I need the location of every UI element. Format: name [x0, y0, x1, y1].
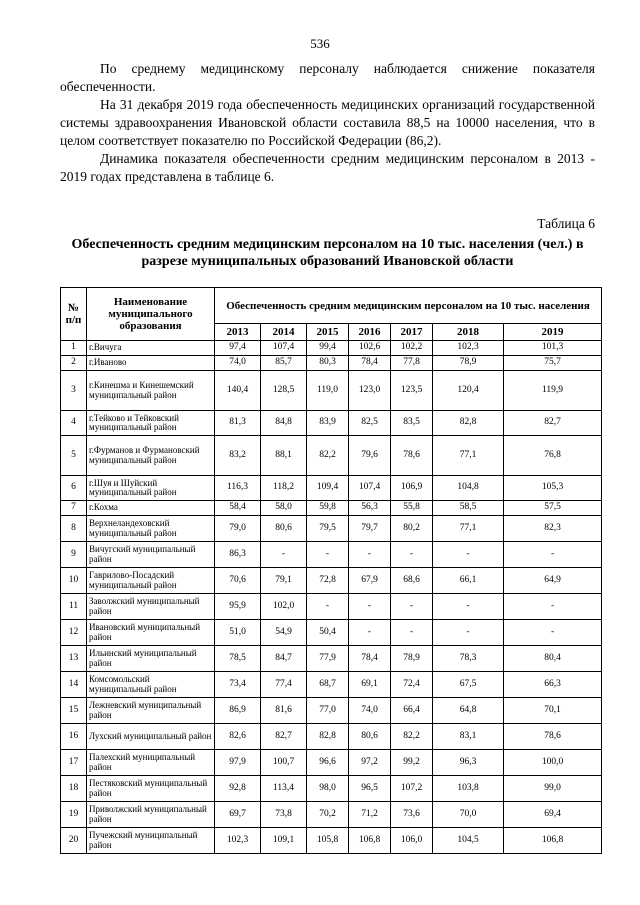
page-number: 536 — [310, 36, 330, 51]
value-cell: 113,4 — [261, 776, 307, 802]
header-name: Наименование муниципального образования — [87, 288, 215, 341]
body-text — [60, 60, 595, 186]
value-cell: 77,8 — [391, 356, 433, 371]
value-cell: 107,2 — [391, 776, 433, 802]
value-cell: 97,4 — [215, 341, 261, 356]
value-cell: 55,8 — [391, 501, 433, 516]
value-cell: 82,5 — [349, 411, 391, 436]
municipality-name: Ивановский муниципальный район — [87, 620, 215, 646]
value-cell: 123,0 — [349, 371, 391, 411]
value-cell: 70,2 — [307, 802, 349, 828]
value-cell: 104,8 — [433, 476, 504, 501]
row-number: 6 — [61, 476, 87, 501]
value-cell: - — [261, 542, 307, 568]
value-cell: 100,0 — [504, 750, 602, 776]
value-cell: 78,9 — [391, 646, 433, 672]
value-cell: - — [307, 542, 349, 568]
value-cell: 82,8 — [307, 724, 349, 750]
value-cell: - — [433, 542, 504, 568]
table-row — [61, 568, 602, 594]
municipality-name: Лежневский муниципальный район — [87, 698, 215, 724]
header-year: 2015 — [307, 324, 349, 341]
municipality-name: Комсомольский муниципальный район — [87, 672, 215, 698]
value-cell: 128,5 — [261, 371, 307, 411]
row-number: 19 — [61, 802, 87, 828]
value-cell: 66,1 — [433, 568, 504, 594]
value-cell: - — [391, 620, 433, 646]
header-group: Обеспеченность средним медицинским персоналом на 10 тыс. населения — [215, 288, 602, 324]
value-cell: 86,3 — [215, 542, 261, 568]
value-cell: 96,6 — [307, 750, 349, 776]
value-cell: 77,1 — [433, 436, 504, 476]
value-cell: 74,0 — [215, 356, 261, 371]
value-cell: 80,2 — [391, 516, 433, 542]
value-cell: 99,2 — [391, 750, 433, 776]
row-number: 20 — [61, 828, 87, 854]
value-cell: 119,0 — [307, 371, 349, 411]
header-year: 2018 — [433, 324, 504, 341]
value-cell: 102,3 — [215, 828, 261, 854]
value-cell: 109,1 — [261, 828, 307, 854]
value-cell: - — [504, 594, 602, 620]
value-cell: 69,1 — [349, 672, 391, 698]
table-title: Обеспеченность средним медицинским персоналом на 10 тыс. населения (чел.) в разрезе муниципальных образований Ивановской области — [71, 237, 584, 269]
municipality-name: Ильинский муниципальный район — [87, 646, 215, 672]
value-cell: - — [433, 594, 504, 620]
value-cell: 123,5 — [391, 371, 433, 411]
municipality-name: г.Тейково и Тейковский муниципальный район — [87, 411, 215, 436]
value-cell: - — [504, 542, 602, 568]
value-cell: 69,7 — [215, 802, 261, 828]
value-cell: 116,3 — [215, 476, 261, 501]
value-cell: 67,5 — [433, 672, 504, 698]
value-cell: 109,4 — [307, 476, 349, 501]
header-num: № п/п — [61, 288, 87, 341]
value-cell: - — [349, 542, 391, 568]
header-year: 2016 — [349, 324, 391, 341]
table-row — [61, 620, 602, 646]
value-cell: 86,9 — [215, 698, 261, 724]
paragraph-2: На 31 декабря 2019 года обеспеченность медицинских организаций государственной системы здравоохранения Ивановской области составила 88,5 на 10000 населения, что в целом соответствует показателю по Российской Федерации (86,2). — [60, 97, 595, 148]
header-year: 2014 — [261, 324, 307, 341]
value-cell: 59,8 — [307, 501, 349, 516]
municipality-name: г.Шуя и Шуйский муниципальный район — [87, 476, 215, 501]
value-cell: 102,0 — [261, 594, 307, 620]
value-cell: 77,0 — [307, 698, 349, 724]
value-cell: 73,8 — [261, 802, 307, 828]
row-number: 1 — [61, 341, 87, 356]
municipality-name: Палехский муниципальный район — [87, 750, 215, 776]
value-cell: 118,2 — [261, 476, 307, 501]
table-row — [61, 698, 602, 724]
value-cell: 107,4 — [261, 341, 307, 356]
value-cell: 82,2 — [307, 436, 349, 476]
value-cell: 64,9 — [504, 568, 602, 594]
header-year: 2017 — [391, 324, 433, 341]
value-cell: 83,5 — [391, 411, 433, 436]
header-year: 2019 — [504, 324, 602, 341]
table-row — [61, 371, 602, 411]
value-cell: 79,7 — [349, 516, 391, 542]
table-row — [61, 411, 602, 436]
table-row — [61, 672, 602, 698]
value-cell: 84,7 — [261, 646, 307, 672]
table-row — [61, 516, 602, 542]
value-cell: 95,9 — [215, 594, 261, 620]
value-cell: 73,4 — [215, 672, 261, 698]
value-cell: 79,0 — [215, 516, 261, 542]
value-cell: 78,6 — [504, 724, 602, 750]
value-cell: 79,1 — [261, 568, 307, 594]
value-cell: - — [349, 620, 391, 646]
table-row — [61, 476, 602, 501]
value-cell: 102,2 — [391, 341, 433, 356]
value-cell: 57,5 — [504, 501, 602, 516]
value-cell: 88,1 — [261, 436, 307, 476]
value-cell: 70,1 — [504, 698, 602, 724]
row-number: 13 — [61, 646, 87, 672]
value-cell: - — [504, 620, 602, 646]
value-cell: 72,4 — [391, 672, 433, 698]
value-cell: 105,8 — [307, 828, 349, 854]
municipality-name: г.Фурманов и Фурмановский муниципальный район — [87, 436, 215, 476]
value-cell: 81,3 — [215, 411, 261, 436]
value-cell: 78,9 — [433, 356, 504, 371]
value-cell: 82,7 — [504, 411, 602, 436]
municipality-name: Приволжский муниципальный район — [87, 802, 215, 828]
value-cell: 107,4 — [349, 476, 391, 501]
table-row — [61, 646, 602, 672]
value-cell: 99,0 — [504, 776, 602, 802]
municipality-name: г.Иваново — [87, 356, 215, 371]
value-cell: 105,3 — [504, 476, 602, 501]
value-cell: 78,3 — [433, 646, 504, 672]
row-number: 12 — [61, 620, 87, 646]
value-cell: 70,6 — [215, 568, 261, 594]
value-cell: 80,6 — [261, 516, 307, 542]
value-cell: 64,8 — [433, 698, 504, 724]
value-cell: 102,3 — [433, 341, 504, 356]
staffing-table — [60, 287, 602, 854]
value-cell: 79,6 — [349, 436, 391, 476]
value-cell: 68,7 — [307, 672, 349, 698]
value-cell: 83,2 — [215, 436, 261, 476]
value-cell: 80,3 — [307, 356, 349, 371]
paragraph-3: Динамика показателя обеспеченности средним медицинским персоналом в 2013 - 2019 годах представлена в таблице 6. — [60, 151, 595, 184]
paragraph-1: По среднему медицинскому персоналу наблюдается снижение показателя обеспеченности. — [60, 61, 595, 94]
value-cell: 99,4 — [307, 341, 349, 356]
value-cell: 84,8 — [261, 411, 307, 436]
value-cell: 75,7 — [504, 356, 602, 371]
value-cell: 80,4 — [504, 646, 602, 672]
value-cell: 50,4 — [307, 620, 349, 646]
value-cell: 101,3 — [504, 341, 602, 356]
value-cell: 85,7 — [261, 356, 307, 371]
value-cell: 80,6 — [349, 724, 391, 750]
value-cell: - — [307, 594, 349, 620]
row-number: 14 — [61, 672, 87, 698]
value-cell: 82,8 — [433, 411, 504, 436]
row-number: 18 — [61, 776, 87, 802]
row-number: 10 — [61, 568, 87, 594]
table-row — [61, 594, 602, 620]
value-cell: 67,9 — [349, 568, 391, 594]
value-cell: 82,2 — [391, 724, 433, 750]
value-cell: - — [433, 620, 504, 646]
value-cell: 68,6 — [391, 568, 433, 594]
value-cell: 66,4 — [391, 698, 433, 724]
municipality-name: Заволжский муниципальный район — [87, 594, 215, 620]
value-cell: 70,0 — [433, 802, 504, 828]
municipality-name: Пестяковский муниципальный район — [87, 776, 215, 802]
value-cell: 77,4 — [261, 672, 307, 698]
value-cell: 106,8 — [349, 828, 391, 854]
table-row — [61, 501, 602, 516]
value-cell: 92,8 — [215, 776, 261, 802]
row-number: 5 — [61, 436, 87, 476]
municipality-name: г.Вичуга — [87, 341, 215, 356]
value-cell: 98,0 — [307, 776, 349, 802]
value-cell: 54,9 — [261, 620, 307, 646]
municipality-name: Пучежский муниципальный район — [87, 828, 215, 854]
value-cell: 74,0 — [349, 698, 391, 724]
municipality-name: г.Кинешма и Кинешемский муниципальный район — [87, 371, 215, 411]
value-cell: 77,1 — [433, 516, 504, 542]
value-cell: 66,3 — [504, 672, 602, 698]
value-cell: 77,9 — [307, 646, 349, 672]
value-cell: 82,6 — [215, 724, 261, 750]
row-number: 11 — [61, 594, 87, 620]
value-cell: 82,7 — [261, 724, 307, 750]
table-row — [61, 356, 602, 371]
municipality-name: Вичугский муниципальный район — [87, 542, 215, 568]
table-body — [61, 341, 602, 854]
value-cell: 71,2 — [349, 802, 391, 828]
value-cell: 72,8 — [307, 568, 349, 594]
value-cell: 100,7 — [261, 750, 307, 776]
value-cell: 83,9 — [307, 411, 349, 436]
value-cell: 106,0 — [391, 828, 433, 854]
value-cell: 58,0 — [261, 501, 307, 516]
value-cell: - — [349, 594, 391, 620]
value-cell: 103,8 — [433, 776, 504, 802]
municipality-name: Верхнеландеховский муниципальный район — [87, 516, 215, 542]
table-row — [61, 436, 602, 476]
municipality-name: Лухский муниципальный район — [87, 724, 215, 750]
value-cell: 83,1 — [433, 724, 504, 750]
row-number: 2 — [61, 356, 87, 371]
value-cell: 79,5 — [307, 516, 349, 542]
value-cell: 58,5 — [433, 501, 504, 516]
value-cell: 106,9 — [391, 476, 433, 501]
row-number: 4 — [61, 411, 87, 436]
row-number: 9 — [61, 542, 87, 568]
value-cell: 119,9 — [504, 371, 602, 411]
value-cell: 78,6 — [391, 436, 433, 476]
table-row — [61, 750, 602, 776]
table-row — [61, 724, 602, 750]
table-row — [61, 776, 602, 802]
municipality-name: г.Кохма — [87, 501, 215, 516]
value-cell: 82,3 — [504, 516, 602, 542]
row-number: 8 — [61, 516, 87, 542]
table-label: Таблица 6 — [537, 216, 595, 231]
value-cell: 96,5 — [349, 776, 391, 802]
row-number: 7 — [61, 501, 87, 516]
value-cell: - — [391, 542, 433, 568]
row-number: 15 — [61, 698, 87, 724]
row-number: 3 — [61, 371, 87, 411]
value-cell: 69,4 — [504, 802, 602, 828]
row-number: 16 — [61, 724, 87, 750]
value-cell: 81,6 — [261, 698, 307, 724]
value-cell: 58,4 — [215, 501, 261, 516]
value-cell: 73,6 — [391, 802, 433, 828]
value-cell: 97,9 — [215, 750, 261, 776]
value-cell: 97,2 — [349, 750, 391, 776]
value-cell: 78,5 — [215, 646, 261, 672]
table-row — [61, 828, 602, 854]
value-cell: 51,0 — [215, 620, 261, 646]
value-cell: 102,6 — [349, 341, 391, 356]
value-cell: 120,4 — [433, 371, 504, 411]
table-row — [61, 341, 602, 356]
header-year: 2013 — [215, 324, 261, 341]
value-cell: 96,3 — [433, 750, 504, 776]
value-cell: 106,8 — [504, 828, 602, 854]
value-cell: 78,4 — [349, 356, 391, 371]
table-row — [61, 802, 602, 828]
value-cell: 78,4 — [349, 646, 391, 672]
value-cell: 140,4 — [215, 371, 261, 411]
value-cell: 76,8 — [504, 436, 602, 476]
row-number: 17 — [61, 750, 87, 776]
table-row — [61, 542, 602, 568]
value-cell: 56,3 — [349, 501, 391, 516]
value-cell: 104,5 — [433, 828, 504, 854]
value-cell: - — [391, 594, 433, 620]
municipality-name: Гаврилово-Посадский муниципальный район — [87, 568, 215, 594]
